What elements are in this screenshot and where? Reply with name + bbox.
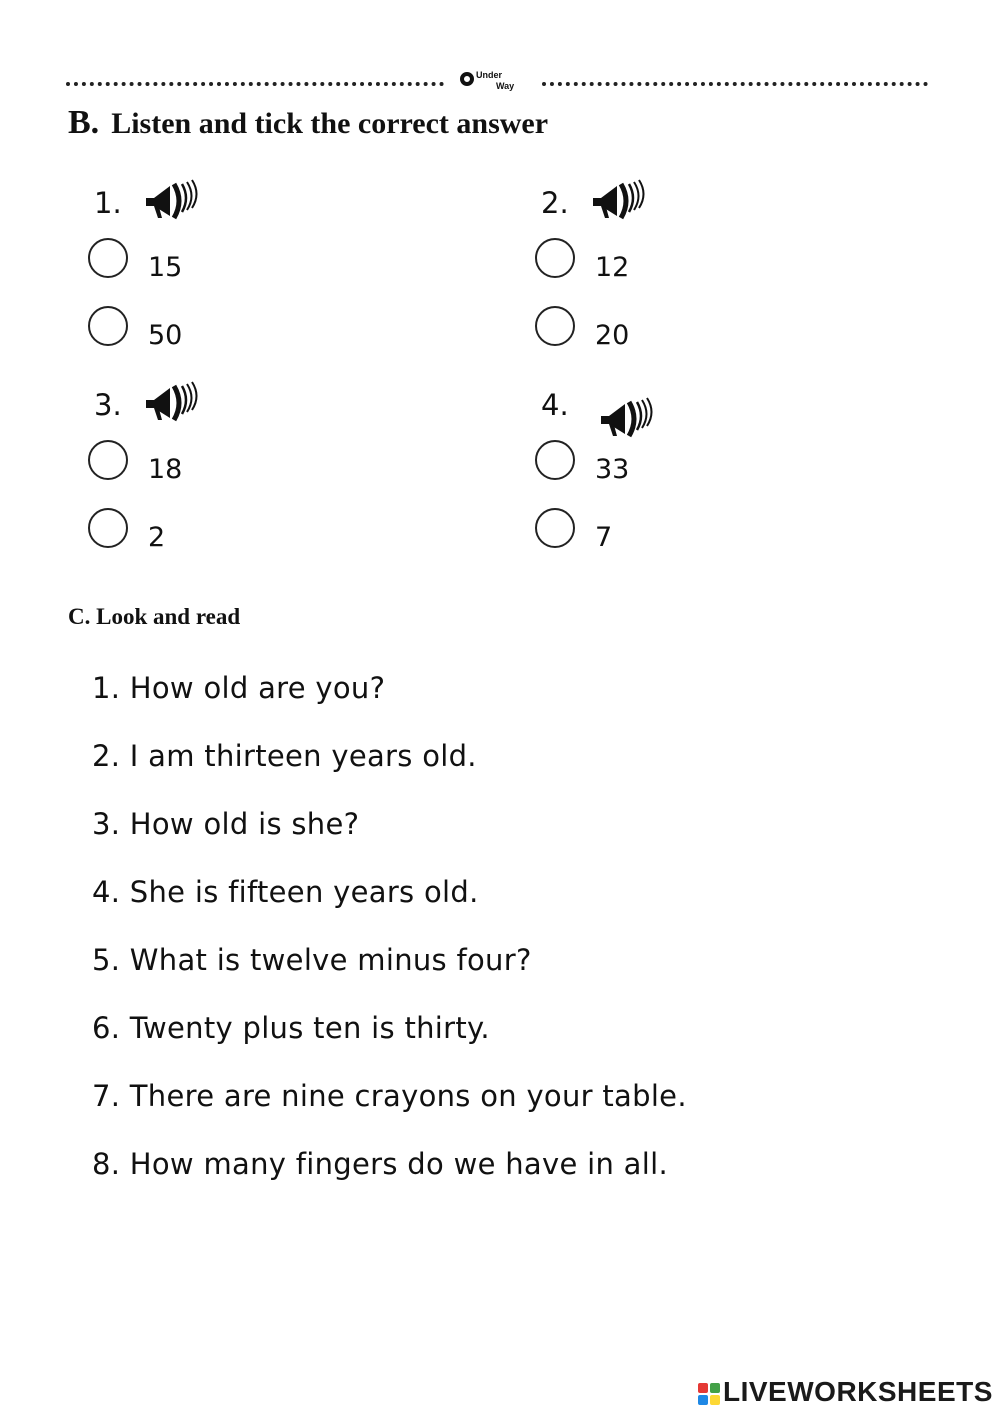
listening-question-1 xyxy=(94,186,354,386)
tick-circle[interactable] xyxy=(88,306,128,346)
logo-text-line1: Under xyxy=(476,70,503,80)
listening-question-4 xyxy=(541,388,801,588)
tick-circle[interactable] xyxy=(535,306,575,346)
reading-sentence: 3. How old is she? xyxy=(92,807,360,841)
tick-circle[interactable] xyxy=(535,508,575,548)
option-value: 50 xyxy=(148,320,183,351)
option-value: 18 xyxy=(148,454,183,485)
option-value: 20 xyxy=(595,320,630,351)
question-number: 4. xyxy=(541,388,569,422)
logo-text-line2: Way xyxy=(496,81,515,91)
reading-sentence: 2. I am thirteen years old. xyxy=(92,739,477,773)
megaphone-audio-icon[interactable] xyxy=(140,174,202,226)
liveworksheets-logo-icon xyxy=(697,1382,721,1406)
logo-circle xyxy=(460,72,474,86)
dotted-divider-right xyxy=(542,82,928,86)
tick-circle[interactable] xyxy=(88,440,128,480)
megaphone-audio-icon[interactable] xyxy=(595,392,657,444)
tick-circle[interactable] xyxy=(88,238,128,278)
answer-option[interactable] xyxy=(88,238,288,288)
reading-sentence: 5. What is twelve minus four? xyxy=(92,943,532,977)
brand-name: LIVEWORKSHEETS xyxy=(723,1376,993,1407)
logo-square-3 xyxy=(698,1395,708,1405)
tick-circle[interactable] xyxy=(535,238,575,278)
section-c-heading: C. Look and read xyxy=(68,604,241,629)
dotted-divider-left xyxy=(66,82,444,86)
section-b-letter: B. xyxy=(68,104,100,141)
tick-circle[interactable] xyxy=(535,440,575,480)
answer-option[interactable] xyxy=(535,306,735,356)
answer-option[interactable] xyxy=(88,306,288,356)
reading-sentence: 8. How many fingers do we have in all. xyxy=(92,1147,668,1181)
option-value: 15 xyxy=(148,252,183,283)
reading-sentence: 7. There are nine crayons on your table. xyxy=(92,1079,687,1113)
reading-sentence: 1. How old are you? xyxy=(92,671,386,705)
logo-square-1 xyxy=(698,1383,708,1393)
liveworksheets-brand[interactable] xyxy=(697,1376,997,1412)
section-b-heading xyxy=(68,104,548,142)
answer-option[interactable] xyxy=(535,508,735,558)
header-rule xyxy=(66,68,928,98)
answer-option[interactable] xyxy=(88,440,288,490)
megaphone-audio-icon[interactable] xyxy=(140,376,202,428)
option-value: 33 xyxy=(595,454,630,485)
option-value: 2 xyxy=(148,522,166,553)
option-value: 12 xyxy=(595,252,630,283)
question-number: 1. xyxy=(94,186,122,220)
answer-option[interactable] xyxy=(88,508,288,558)
question-number: 2. xyxy=(541,186,569,220)
question-number: 3. xyxy=(94,388,122,422)
logo-square-4 xyxy=(710,1395,720,1405)
listening-question-2 xyxy=(541,186,801,386)
answer-option[interactable] xyxy=(535,440,735,490)
option-value: 7 xyxy=(595,522,613,553)
reading-sentence: 6. Twenty plus ten is thirty. xyxy=(92,1011,490,1045)
logo-square-2 xyxy=(710,1383,720,1393)
answer-option[interactable] xyxy=(535,238,735,288)
section-b-title: Listen and tick the correct answer xyxy=(111,107,549,140)
tick-circle[interactable] xyxy=(88,508,128,548)
underway-logo xyxy=(460,68,532,96)
listening-question-3 xyxy=(94,388,354,588)
megaphone-audio-icon[interactable] xyxy=(587,174,649,226)
reading-sentence: 4. She is fifteen years old. xyxy=(92,875,479,909)
reading-sentence-list xyxy=(92,668,687,1212)
